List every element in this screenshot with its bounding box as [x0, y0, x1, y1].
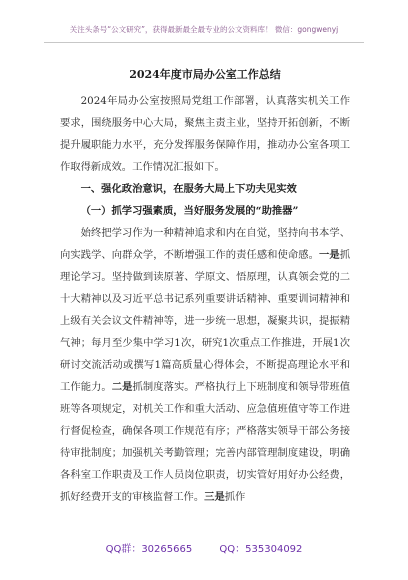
header-divider: [44, 42, 364, 43]
point-1-lead: 一是: [318, 249, 340, 261]
intro-paragraph: 2024年局办公室按照局党组工作部署，认真落实机关工作要求，围绕服务中心大局，聚焦主责主业，坚持开拓创新，不断提升履职能力水平，充分发挥服务保障作用，推动办公室各项工作取得新成效。工作情况汇报如下。: [60, 95, 350, 173]
page-footer: [0, 540, 408, 555]
point-3-lead: 三是: [204, 491, 225, 503]
point-1-text: 抓理论学习。坚持做到读原著、学原文、悟原理，认真领会党的二十大精神以及习近平总书记系列重要讲话精神、重要训词精神和上级有关会议文件精神等，进一步统一思想，凝聚共识，提振精气神；每月至少集中学习1次，研究1次重点工作推进，开展1次研讨交流活动或撰写1篇高质量心得体会，不断提高理论水平和工作能力。: [60, 249, 350, 393]
point-2-lead: 二是: [111, 381, 133, 393]
document-body: [60, 58, 350, 508]
footer-qq-group: QQ群：30265665: [105, 544, 193, 555]
point-2-text: 抓制度落实。严格执行上下班制度和领导带班值班等各项规定，对机关工作和重大活动、应急值班值守等工作进行督促检查，确保各项工作规范有序；严格落实领导干部公务接待审批制度；加强机关考勤管理；完善内部管理制度建设，明确各科室工作职责及工作人员岗位职责，切实管好用好办公经费，抓好经费开支的审核监督工作。: [60, 381, 350, 503]
document-title: 2024年度市局办公室工作总结: [129, 68, 281, 81]
footer-qq: QQ：535304092: [219, 544, 303, 555]
point-3-text: 抓作: [224, 491, 246, 503]
body-text-1: 始终把学习作为一种精神追求和内在自觉，坚持向书本学、向实践学、向群众学，不断增强工作的责任感和使命感。: [60, 227, 350, 261]
page-header-banner: 关注头条号“公文研究”，获得最新最全最专业的公文资料库！ 微信：gongwenyj: [69, 25, 339, 34]
section-heading-1: 一、强化政治意识，在服务大局上下功夫见实效: [80, 183, 297, 195]
subsection-heading-1: （一）抓学习强素质，当好服务发展的“助推器”: [80, 205, 299, 217]
body-paragraph: [60, 222, 350, 508]
